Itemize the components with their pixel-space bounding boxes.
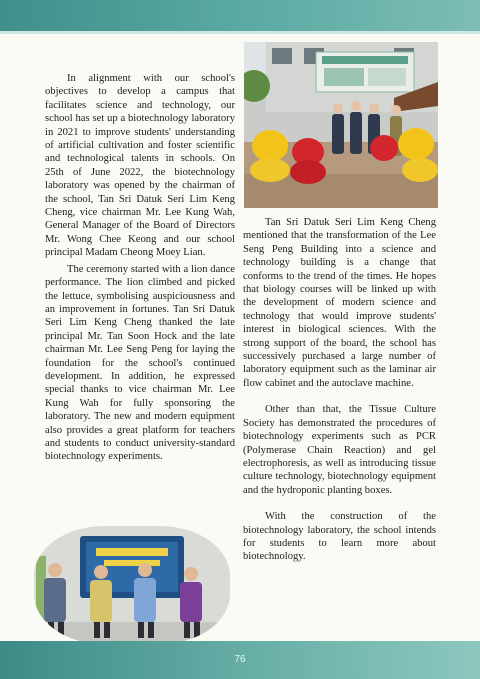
- right-paragraph-3: With the construction of the biotechnology laboratory, the school intends for students to learn more about biotechnology.: [243, 511, 436, 563]
- header-band: [0, 0, 480, 34]
- laboratory-opening-photo: [34, 526, 230, 644]
- left-column: [45, 72, 235, 464]
- left-paragraph-1: In alignment with our school's objectives to develop a campus that facilitates science and technology, our school has set up a biotechnology laboratory in 2021 to improve students' understanding of artificial cultivation and foster scientific and technological talents in schools. On 25th of June 2022, the biotechnology laboratory was opened by the chairman of the school, Tan Sri Datuk Seri Lim Keng Cheng, vice chairman Mr. Lee Kung Wah, General Manager of the Board of Directors Mr. Wong Chee Keong and our school principal Madam Cheong Moey Lian.: [45, 73, 235, 259]
- right-paragraph-2: Other than that, the Tissue Culture Society has demonstrated the procedures of biotechnology experiments such as PCR (Polymerase Chain Reaction) and gel electrophoresis, as well as introducing tissue culture technology, biotechnology equipment and the hydroponic planting boxes.: [243, 404, 436, 496]
- lion-dance-ceremony-photo: [244, 42, 438, 208]
- left-paragraph-2: The ceremony started with a lion dance performance. The lion climbed and picked the lettuce, symbolising auspiciousness and an improvement in fortunes. Tan Sri Datuk Seri Lim Keng Cheng thanked the late principal Mr. Tan Soon Hock and the late chairman Mr. Lee Seng Peng for laying the foundation for the school's continued development. In addition, he expressed special thanks to vice chairman Mr. Lee Kung Wah for fully sponsoring the laboratory. The new and modern equipment also provides a great platform for teachers and students to conduct university-standard biotechnology experiments.: [45, 263, 235, 463]
- right-paragraph-1: Tan Sri Datuk Seri Lim Keng Cheng mentioned that the transformation of the Lee Seng Peng Building into a science and technology building is a change that conforms to the trend of the times. He hopes that biology courses will be linked up with the development of modern science and technology that would improve students' interest in biological sciences. With the strong support of the board, the school has successively purchased a large number of laboratory equipment such as the laminar air flow cabinet and the autoclave machine.: [243, 217, 436, 389]
- page-number: 76: [234, 654, 246, 665]
- right-column: [243, 216, 436, 577]
- header-stripe: [0, 31, 480, 34]
